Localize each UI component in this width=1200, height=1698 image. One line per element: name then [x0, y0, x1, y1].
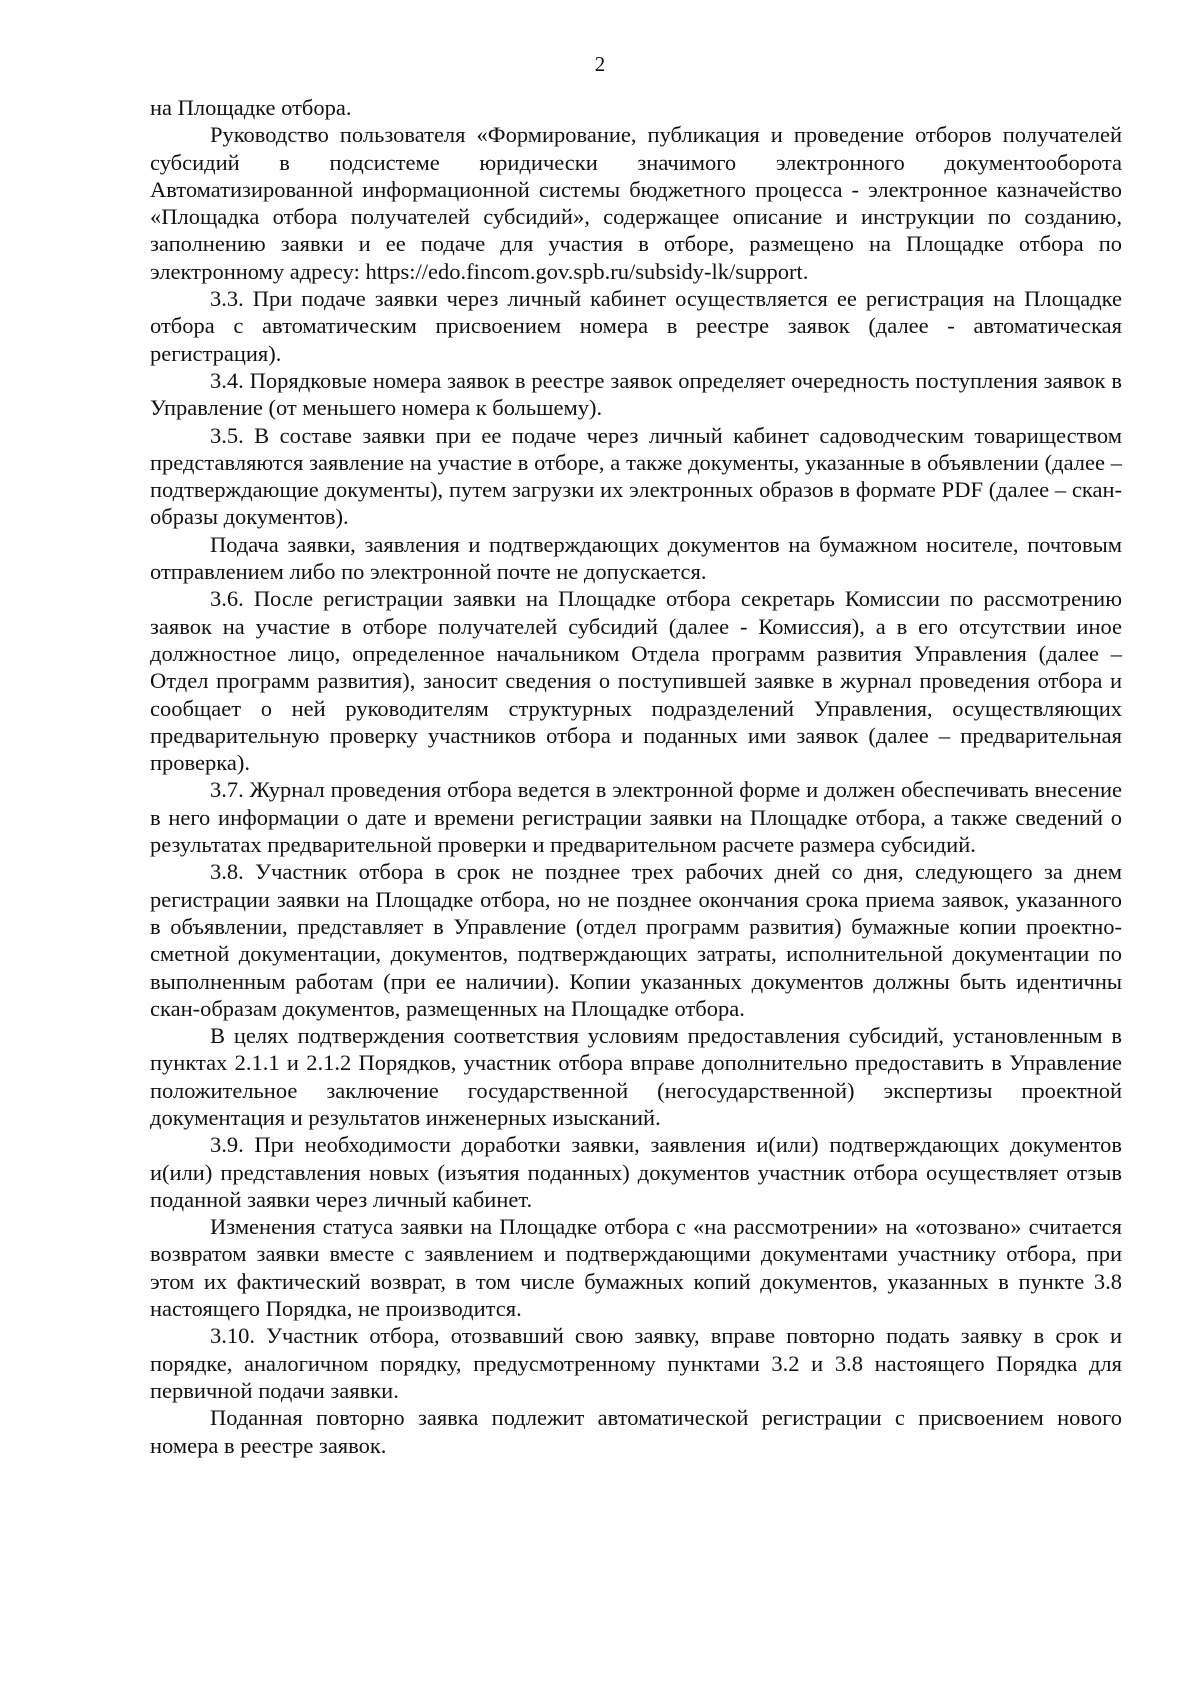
paragraph-status-change: Изменения статуса заявки на Площадке отбора с «на рассмотрении» на «отозвано» считается возвратом заявки вместе с заявлением и подтверждающими документами участнику отбора, при этом их фактический возврат, в том числе бумажных копий документов, указанных в пункте 3.8 настоящего Порядка, не производится.	[150, 1214, 1122, 1322]
paragraph-3-4: 3.4. Порядковые номера заявок в реестре заявок определяет очередность поступления заявок в Управление (от меньшего номера к большему).	[150, 367, 1122, 421]
paragraph-paper-submission: Подача заявки, заявления и подтверждающих документов на бумажном носителе, почтовым отправлением либо по электронной почте не допускается.	[150, 531, 1122, 585]
paragraph-3-7: 3.7. Журнал проведения отбора ведется в электронной форме и должен обеспечивать внесение в него информации о дате и времени регистрации заявки на Площадке отбора, а также сведений о результатах предварительной проверки и предварительном расчете размера субсидий.	[150, 777, 1122, 858]
paragraph-3-5: 3.5. В составе заявки при ее подаче через личный кабинет садоводческим товариществом представляются заявление на участие в отборе, а также документы, указанные в объявлении (далее – подтверждающие документы), путем загрузки их электронных образов в формате PDF (далее – скан-образы документов).	[150, 422, 1122, 530]
document-body	[150, 94, 1122, 1459]
paragraph-3-8: 3.8. Участник отбора в срок не позднее трех рабочих дней со дня, следующего за днем регистрации заявки на Площадке отбора, но не позднее окончания срока приема заявок, указанного в объявлении, представляет в Управление (отдел программ развития) бумажные копии проектно-сметной документации, документов, подтверждающих затраты, исполнительной документации по выполненным работам (при ее наличии). Копии указанных документов должны быть идентичны скан-образам документов, размещенных на Площадке отбора.	[150, 859, 1122, 1021]
paragraph-3-9: 3.9. При необходимости доработки заявки, заявления и(или) подтверждающих документов и(или) представления новых (изъятия поданных) документов участник отбора осуществляет отзыв поданной заявки через личный кабинет.	[150, 1132, 1122, 1212]
page-number: 2	[594, 52, 606, 76]
paragraph-expertise: В целях подтверждения соответствия условиям предоставления субсидий, установленным в пунктах 2.1.1 и 2.1.2 Порядков, участник отбора вправе дополнительно предоставить в Управление положительное заключение государственной (негосударственной) экспертизы проектной документация и результатов инженерных изысканий.	[150, 1023, 1122, 1130]
paragraph-user-guide: Руководство пользователя «Формирование, публикация и проведение отборов получателей субсидий в подсистеме юридически значимого электронного документооборота Автоматизированной информационной системы бюджетного процесса - электронное казначейство «Площадка отбора получателей субсидий», содержащее описание и инструкции по созданию, заполнению заявки и ее подаче для участия в отборе, размещено на Площадке отбора по электронному адресу: https://edo.fincom.gov.spb.ru/subsidy-lk/support.	[150, 122, 1122, 284]
paragraph-3-3: 3.3. При подаче заявки через личный кабинет осуществляется ее регистрация на Площадке отбора с автоматическим присвоением номера в реестре заявок (далее - автоматическая регистрация).	[150, 286, 1122, 366]
paragraph-3-10: 3.10. Участник отбора, отозвавший свою заявку, вправе повторно подать заявку в срок и порядке, аналогичном порядку, предусмотренному пунктами 3.2 и 3.8 настоящего Порядка для первичной подачи заявки.	[150, 1323, 1122, 1403]
paragraph-resubmission: Поданная повторно заявка подлежит автоматической регистрации с присвоением нового номера в реестре заявок.	[150, 1405, 1122, 1458]
paragraph-3-6: 3.6. После регистрации заявки на Площадке отбора секретарь Комиссии по рассмотрению заявок на участие в отборе получателей субсидий (далее - Комиссия), а в его отсутствии иное должностное лицо, определенное начальником Отдела программ развития Управления (далее – Отдел программ развития), заносит сведения о поступившей заявке в журнал проведения отбора и сообщает о ней руководителям структурных подразделений Управления, осуществляющих предварительную проверку участников отбора и поданных ими заявок (далее – предварительная проверка).	[150, 586, 1122, 776]
paragraph-continuation: на Площадке отбора.	[150, 95, 352, 120]
